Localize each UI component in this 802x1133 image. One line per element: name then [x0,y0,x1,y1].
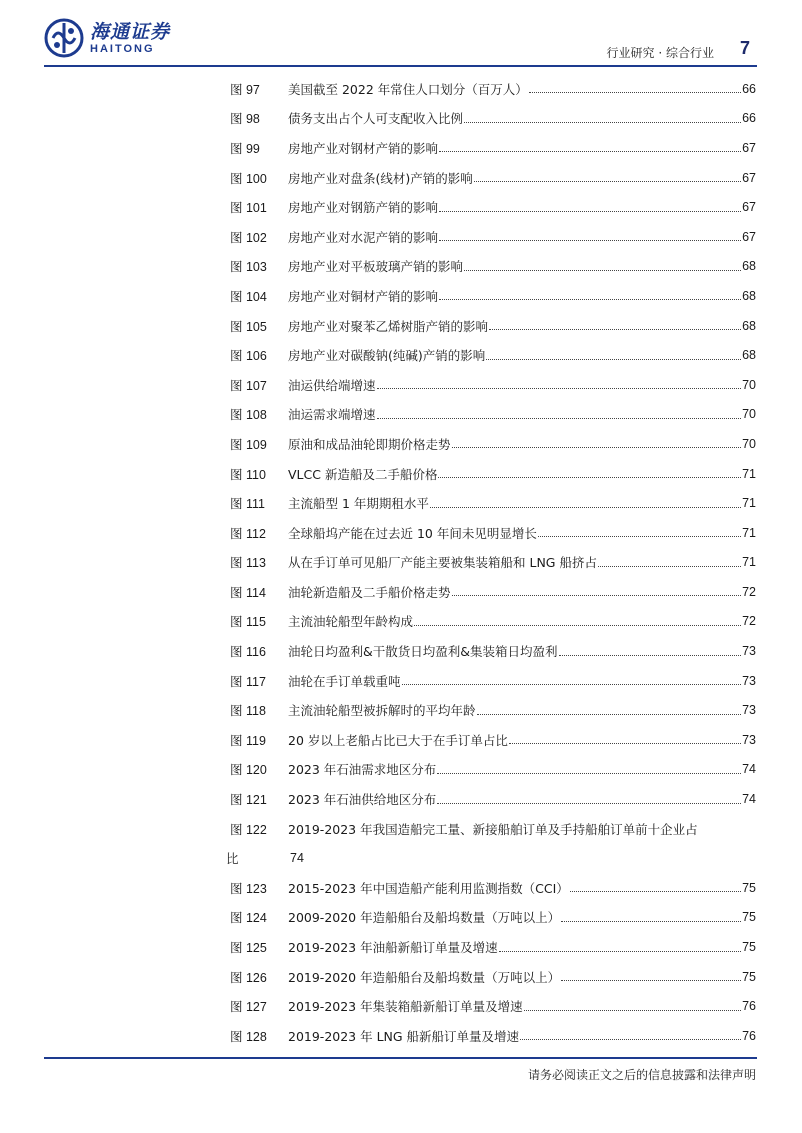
figure-number: 图 103 [230,260,267,275]
toc-entry[interactable] [230,340,756,370]
dot-leader [452,447,742,448]
figure-number: 图 120 [230,763,267,778]
toc-entry[interactable] [230,725,756,755]
toc-entry[interactable] [230,104,756,134]
figure-number: 图 125 [230,941,267,956]
toc-entry-continuation[interactable] [226,843,756,873]
logo-chinese-name: 海通证券 [90,20,171,43]
dot-leader [437,803,741,804]
section-label: 行业研究 · 综合行业 [606,46,714,60]
toc-entry[interactable] [230,429,756,459]
figure-number: 图 106 [230,349,267,364]
toc-entry[interactable] [230,133,756,163]
figure-title: 原油和成品油轮即期价格走势 [288,436,451,452]
toc-entry[interactable] [230,814,756,844]
page-ref: 66 [742,111,756,126]
figure-number: 图 116 [230,645,266,660]
figure-number: 图 124 [230,911,267,926]
dot-leader [474,181,741,182]
dot-leader [520,1039,741,1040]
page-ref: 75 [742,880,756,895]
dot-leader [414,625,741,626]
page-ref: 68 [742,259,756,274]
figure-number: 图 104 [230,289,267,304]
page-ref: 70 [742,377,756,392]
dot-leader [477,714,742,715]
figure-title: 主流油轮船型年龄构成 [288,614,414,630]
page-ref: 72 [742,584,756,599]
page-ref: 74 [742,792,756,807]
page-ref: 73 [742,703,756,718]
page-ref: 75 [742,940,756,955]
page-ref: 70 [742,436,756,451]
toc-entry[interactable] [230,281,756,311]
figure-title: 油运需求端增速 [288,407,376,423]
figure-number: 图 100 [230,171,267,186]
figure-number: 图 128 [230,1029,267,1044]
dot-leader [439,151,741,152]
dot-leader [561,980,741,981]
dot-leader [377,388,742,389]
figure-title: 2019-2020 年造船船台及船坞数量（万吨以上） [288,969,561,985]
toc-entry[interactable] [230,607,756,637]
dot-leader [438,477,741,478]
figure-title: 油运供给端增速 [288,377,376,393]
figure-number: 图 122 [230,822,267,837]
figure-number: 图 114 [230,585,266,600]
figure-title: 油轮日均盈利&干散货日均盈利&集装箱日均盈利 [288,644,558,660]
figure-number: 图 98 [230,112,260,127]
figure-title: 2015-2023 年中国造船产能利用监测指数（CCI） [288,880,569,896]
page-ref: 71 [742,525,756,540]
figure-title: 美国截至 2022 年常住人口划分（百万人） [288,81,528,97]
footer-rule [44,1057,757,1059]
dot-leader [570,891,741,892]
logo-english-name: HAITONG [90,42,155,55]
figure-title: 油轮新造船及二手船价格走势 [288,584,451,600]
toc-entry[interactable] [230,74,756,104]
page-ref: 68 [742,348,756,363]
figure-number: 图 121 [230,793,267,808]
figure-title: 2019-2023 年我国造船完工量、新接船舶订单及手持船舶订单前十企业占 [288,821,698,837]
haitong-logo-icon [44,18,84,58]
figure-number: 图 126 [230,970,267,985]
toc-entry[interactable] [230,991,756,1021]
page-ref: 76 [742,1028,756,1043]
dot-leader [377,418,742,419]
toc-entry[interactable] [230,548,756,578]
dot-leader [499,951,741,952]
toc-entry[interactable] [230,577,756,607]
figure-title: 2019-2023 年油船新船订单量及增速 [288,940,498,956]
toc-entry[interactable] [230,163,756,193]
toc-entry[interactable] [230,400,756,430]
toc-entry[interactable] [230,873,756,903]
page-ref: 74 [290,851,304,866]
figure-title: 房地产业对聚苯乙烯树脂产销的影响 [288,318,489,334]
toc-entry[interactable] [230,370,756,400]
figure-title: 2023 年石油需求地区分布 [288,762,437,778]
figure-number: 图 115 [230,615,266,630]
dot-leader [464,270,741,271]
toc-entry[interactable] [230,666,756,696]
page-ref: 66 [742,81,756,96]
figure-title: 房地产业对钢材产销的影响 [288,140,439,156]
dot-leader [439,299,741,300]
dot-leader [437,773,741,774]
figure-title: 房地产业对钢筋产销的影响 [288,200,439,216]
figure-number: 图 107 [230,378,267,393]
page-ref: 74 [742,762,756,777]
figure-number: 图 111 [230,497,265,512]
page-ref: 71 [742,496,756,511]
dot-leader [524,1010,741,1011]
figure-title: 油轮在手订单载重吨 [288,673,401,689]
footer-disclaimer: 请务必阅读正文之后的信息披露和法律声明 [527,1068,756,1082]
toc-entry[interactable] [230,311,756,341]
dot-leader [538,536,741,537]
toc-entry[interactable] [230,488,756,518]
page-ref: 71 [742,555,756,570]
page-number: 7 [739,38,750,58]
figure-number: 图 112 [230,526,266,541]
dot-leader [598,566,741,567]
figure-number: 图 97 [230,82,260,97]
figure-title: 房地产业对水泥产销的影响 [288,229,439,245]
toc-entry[interactable] [230,932,756,962]
figure-title: 2023 年石油供给地区分布 [288,792,437,808]
page-ref: 73 [742,732,756,747]
figure-number: 图 110 [230,467,266,482]
figure-number: 图 108 [230,408,267,423]
toc-entry[interactable] [230,784,756,814]
toc-entry[interactable] [230,222,756,252]
dot-leader [439,240,741,241]
toc-entry[interactable] [230,252,756,282]
figure-title: 2009-2020 年造船船台及船坞数量（万吨以上） [288,910,561,926]
figure-title-tail: 比 [226,851,239,867]
page-ref: 67 [742,229,756,244]
toc-entry[interactable] [230,518,756,548]
figure-title: VLCC 新造船及二手船价格 [288,466,438,482]
page-ref: 72 [742,614,756,629]
header-rule [44,65,757,67]
dot-leader [509,743,741,744]
figure-number: 图 102 [230,230,267,245]
dot-leader [439,211,741,212]
dot-leader [452,595,742,596]
figure-title: 债务支出占个人可支配收入比例 [288,111,464,127]
figure-number: 图 119 [230,733,266,748]
dot-leader [529,92,741,93]
toc-entry[interactable] [230,903,756,933]
figure-number: 图 101 [230,201,267,216]
figure-number: 图 113 [230,556,266,571]
page-ref: 75 [742,969,756,984]
figure-number: 图 105 [230,319,267,334]
dot-leader [430,507,741,508]
page-ref: 67 [742,200,756,215]
figure-number: 图 117 [230,674,266,689]
dot-leader [486,359,741,360]
figure-number: 图 123 [230,881,267,896]
figure-number: 图 109 [230,437,267,452]
figure-title: 2019-2023 年 LNG 船新船订单量及增速 [288,1028,520,1044]
figure-title: 2019-2023 年集装箱船新船订单量及增速 [288,999,523,1015]
dot-leader [464,122,741,123]
figure-title: 房地产业对碳酸钠(纯碱)产销的影响 [288,348,486,364]
toc-entry[interactable] [230,459,756,489]
page-header [0,0,802,70]
toc-entry[interactable] [230,755,756,785]
figure-title: 从在手订单可见船厂产能主要被集装箱船和 LNG 船挤占 [288,555,597,571]
figure-number: 图 127 [230,1000,267,1015]
dot-leader [561,921,741,922]
page-ref: 73 [742,644,756,659]
page-ref: 70 [742,407,756,422]
page-ref: 75 [742,910,756,925]
page-ref: 67 [742,140,756,155]
figure-number: 图 118 [230,704,266,719]
dot-leader [489,329,741,330]
toc-entry[interactable] [230,695,756,725]
page-ref: 73 [742,673,756,688]
page-ref: 71 [742,466,756,481]
page-ref: 68 [742,318,756,333]
figure-title: 主流船型 1 年期期租水平 [288,496,429,512]
page-ref: 67 [742,170,756,185]
page-ref: 68 [742,288,756,303]
figure-title: 20 岁以上老船占比已大于在手订单占比 [288,732,508,748]
figure-title: 主流油轮船型被拆解时的平均年龄 [288,703,476,719]
toc-entry[interactable] [230,192,756,222]
toc-entry[interactable] [230,962,756,992]
toc-entry[interactable] [230,636,756,666]
dot-leader [402,684,742,685]
page-ref: 76 [742,999,756,1014]
figure-title: 全球船坞产能在过去近 10 年间未见明显增长 [288,525,537,541]
figure-title: 房地产业对盘条(线材)产销的影响 [288,170,473,186]
company-logo [44,18,170,58]
figure-number: 图 99 [230,141,260,156]
dot-leader [559,655,742,656]
figure-table-of-contents [226,74,756,1051]
toc-entry[interactable] [230,1021,756,1051]
figure-title: 房地产业对平板玻璃产销的影响 [288,259,464,275]
figure-title: 房地产业对铜材产销的影响 [288,288,439,304]
